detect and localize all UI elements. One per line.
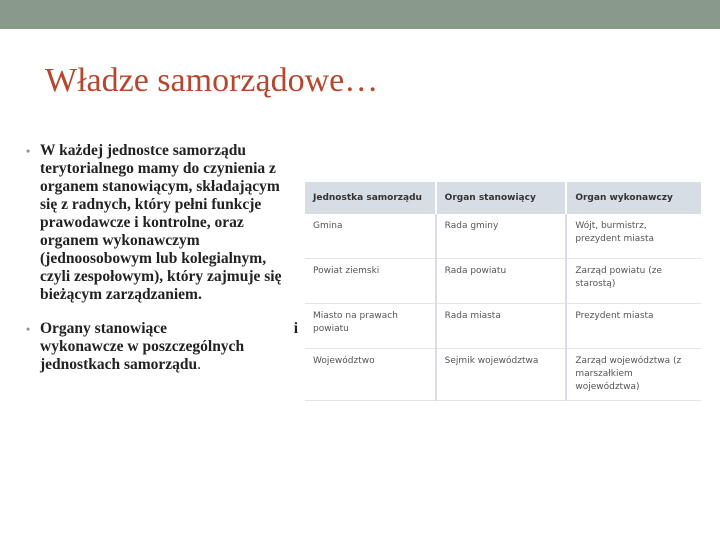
bullet-text: Organy stanowiące bbox=[40, 320, 168, 337]
column-header: Organ stanowiący bbox=[436, 182, 567, 214]
table-cell: Powiat ziemski bbox=[305, 259, 436, 304]
bullet-dot-icon: • bbox=[26, 322, 31, 336]
bullet-dot-icon: • bbox=[26, 144, 31, 158]
table-cell: Gmina bbox=[305, 214, 436, 259]
table-row bbox=[305, 259, 701, 304]
organs-table-image bbox=[305, 182, 701, 397]
table-cell: Rada miasta bbox=[436, 304, 567, 349]
bullet-item bbox=[26, 142, 298, 304]
column-header: Organ wykonawczy bbox=[566, 182, 701, 214]
table-cell: Wójt, burmistrz, prezydent miasta bbox=[566, 214, 701, 259]
slide-title: Władze samorządowe… bbox=[45, 62, 379, 99]
organs-table bbox=[305, 182, 701, 401]
table-row bbox=[305, 304, 701, 349]
bullet-text: . bbox=[197, 356, 202, 373]
table-cell: Zarząd województwa (z marszałkiem województwa) bbox=[566, 349, 701, 401]
bullet-item bbox=[26, 320, 298, 374]
table-cell: Rada powiatu bbox=[436, 259, 567, 304]
table-cell: Województwo bbox=[305, 349, 436, 401]
table-cell: Miasto na prawach powiatu bbox=[305, 304, 436, 349]
table-cell: Zarząd powiatu (ze starostą) bbox=[566, 259, 701, 304]
bullet-line bbox=[40, 320, 298, 338]
bullet-list bbox=[26, 142, 298, 374]
column-header: Jednostka samorządu bbox=[305, 182, 436, 214]
table-row bbox=[305, 214, 701, 259]
bullet-text: wykonawcze w poszczególnych jednostkach samorządu bbox=[40, 338, 245, 373]
bullet-text: i bbox=[293, 320, 298, 337]
table-cell: Rada gminy bbox=[436, 214, 567, 259]
bullet-text: W każdej jednostce samorządu terytorialnego mamy do czynienia z organem stanowiącym, składającym się z radnych, który pełni funkcje prawodawcze i kontrolne, oraz organem wykonawczym (jednoosobowym lub kolegialnym, czyli zespołowym), który zajmuje się bieżącym zarządzaniem. bbox=[40, 142, 282, 303]
table-row bbox=[305, 349, 701, 401]
top-bar bbox=[0, 0, 720, 29]
table-cell: Sejmik województwa bbox=[436, 349, 567, 401]
table-cell: Prezydent miasta bbox=[566, 304, 701, 349]
table-header-row bbox=[305, 182, 701, 214]
